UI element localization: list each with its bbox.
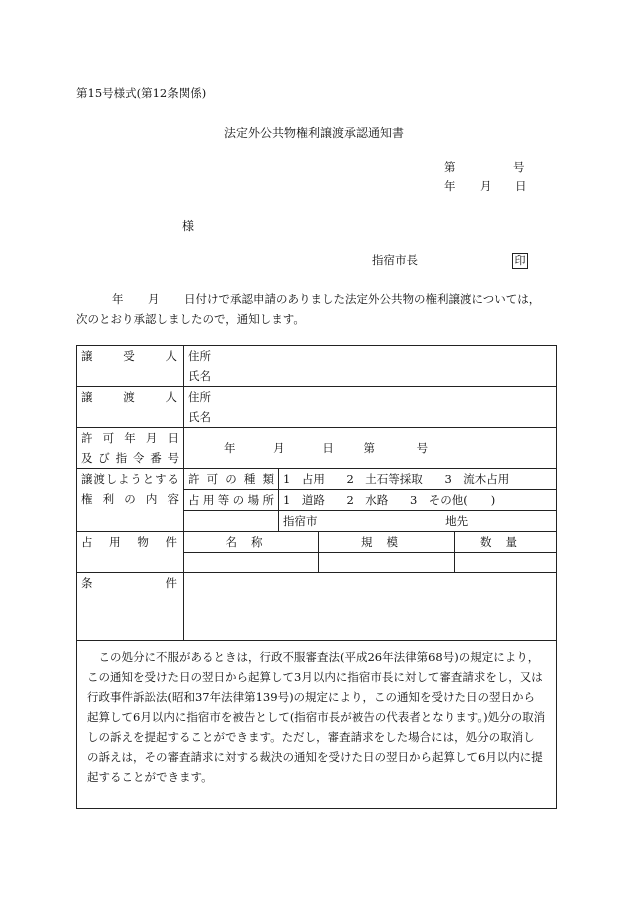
permit-month: 月 <box>273 441 285 455</box>
notice-row <box>77 641 557 809</box>
location-label-cell <box>184 490 279 511</box>
objects-col-name: 名称 <box>184 532 319 553</box>
objects-qty-value <box>455 553 557 573</box>
location-option-1: 1 道路 <box>283 493 325 507</box>
location-option-3: 3 その他( ) <box>409 493 496 507</box>
permit-type-label: 許 可 の 種 類 <box>188 472 274 486</box>
objects-header-row <box>77 532 557 553</box>
permit-type-option-3: 3 流木占用 <box>444 472 510 486</box>
date-day: 日 <box>515 179 527 193</box>
location-detail-cell <box>279 511 557 532</box>
rights-label-1: 譲 渡 し よ う と す る <box>81 472 179 486</box>
transferee-name-label: 氏名 <box>188 369 211 383</box>
intro-month: 月 <box>148 292 160 306</box>
transferee-label <box>81 346 179 366</box>
location-city: 指宿市 <box>283 514 318 528</box>
transferee-value-cell <box>184 346 557 387</box>
objects-label: 占 用 物 件 <box>81 535 177 549</box>
intro-year: 年 <box>112 292 124 306</box>
permit-day: 日 <box>322 441 334 455</box>
number-prefix: 第 <box>444 160 456 174</box>
transferor-label <box>81 387 179 407</box>
permit-type-option-1: 1 占用 <box>283 472 325 486</box>
conditions-label: 条 件 <box>81 576 177 590</box>
permit-date-label-1: 許 可 年 月 日 <box>81 431 179 445</box>
rights-label-cell <box>77 469 184 532</box>
location-detail-blank <box>184 511 279 532</box>
transferee-row <box>77 346 557 387</box>
number-suffix: 号 <box>513 160 525 174</box>
intro-line1: 日付けで承認申請のありました法定外公共物の権利譲渡については， <box>184 292 541 306</box>
notice-cell <box>77 641 557 809</box>
transferor-name-label: 氏名 <box>188 410 211 424</box>
conditions-label-cell <box>77 573 184 641</box>
location-option-2: 2 水路 <box>346 493 389 507</box>
objects-label-cell <box>77 532 184 573</box>
objects-col-scale: 規模 <box>319 532 455 553</box>
location-lot: 地先 <box>445 514 469 528</box>
addressee-suffix: 様 <box>182 219 195 233</box>
transferor-label-cell <box>77 387 184 428</box>
transferee-label-cell <box>77 346 184 387</box>
transferor-label-ch1: 譲 <box>81 390 93 404</box>
issuer: 指宿市長 <box>372 253 418 267</box>
appeal-notice: この処分に不服があるときは，行政不服審査法(平成26年法律第68号)の規定により，この通知を受けた日の翌日から起算して3月以内に指宿市長に対して審査請求をし，又は行政事件訴訟法(昭和37年法律第139号)の規定により，この通知を受けた日の翌日から起算して6月以内に指宿市を被告として(指宿市長が被告の代表者となります。)処分の取消しの訴えを提起することができます。ただし，審査請求をした場合には，処分の取消しの訴えは，その審査請求に対する裁決の通知を受けた日の翌日から起算して6月以内に提起することができます。 <box>87 650 546 784</box>
objects-scale-value <box>319 553 455 573</box>
permit-type-label-cell <box>184 469 279 490</box>
permit-date-label-cell <box>77 428 184 469</box>
approval-form-table <box>76 345 557 809</box>
location-label: 占 用 等 の 場 所 <box>188 493 274 507</box>
transferor-row <box>77 387 557 428</box>
permit-type-options-cell <box>279 469 557 490</box>
transferor-label-ch2: 渡 <box>123 390 135 404</box>
permit-date-label-2: 及 び 指 令 番 号 <box>81 451 179 465</box>
permit-year: 年 <box>224 441 236 455</box>
rights-label-2: 権 利 の 内 容 <box>81 492 179 506</box>
transferee-label-ch2: 受 <box>123 349 135 363</box>
transferee-address-label: 住所 <box>188 349 211 363</box>
transferor-value-cell <box>184 387 557 428</box>
permit-type-row <box>77 469 557 490</box>
transferee-label-ch3: 人 <box>165 349 177 363</box>
document-title: 法定外公共物権利譲渡承認通知書 <box>224 126 405 140</box>
transferor-label-ch3: 人 <box>165 390 177 404</box>
transferor-address-label: 住所 <box>188 390 211 404</box>
seal-stamp: 印 <box>512 253 528 269</box>
transferee-label-ch1: 譲 <box>81 349 93 363</box>
intro-line2: 次のとおり承認しましたので，通知します。 <box>76 312 305 326</box>
form-number: 第15号様式(第12条関係) <box>76 86 207 100</box>
date-month: 月 <box>480 179 492 193</box>
permit-date-value-cell <box>184 428 557 469</box>
date-year: 年 <box>444 179 456 193</box>
objects-name-value <box>184 553 319 573</box>
permit-date-row <box>77 428 557 469</box>
objects-col-qty: 数量 <box>455 532 557 553</box>
location-options-cell <box>279 490 557 511</box>
permit-number-prefix: 第 <box>363 441 375 455</box>
conditions-row <box>77 573 557 641</box>
permit-number-suffix: 号 <box>416 441 429 455</box>
conditions-value-cell <box>184 573 557 641</box>
permit-type-option-2: 2 土石等採取 <box>346 472 423 486</box>
